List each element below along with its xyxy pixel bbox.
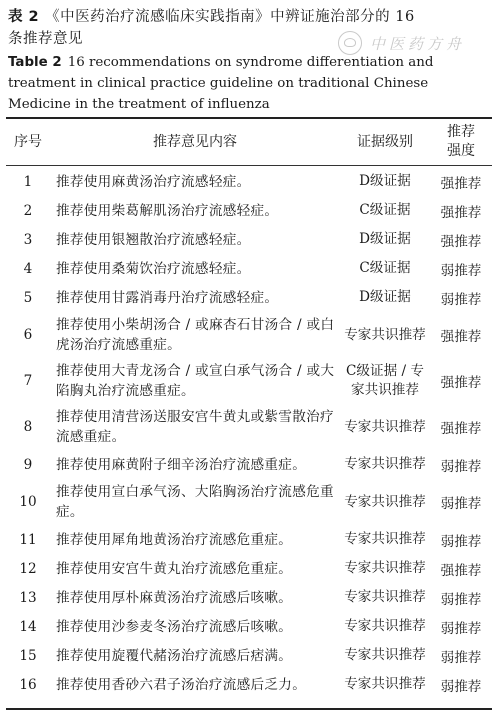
header-number: 序号 (14, 134, 42, 150)
recommendation-strength: 强推荐 (440, 329, 482, 345)
header-recommendation: 推荐意见内容 (153, 134, 237, 150)
table-row (6, 479, 492, 525)
table-row (6, 167, 492, 196)
row-number: 6 (23, 327, 33, 343)
table-row (6, 670, 492, 699)
recommendation-strength: 强推荐 (440, 562, 482, 579)
row-number: 8 (23, 419, 33, 435)
caption-text-english: 16 recommendations on syndrome differentiation and treatment in clinical practice guideline on traditional Chinese Medicine in the treatment of influenza (8, 55, 434, 112)
table-row (6, 450, 492, 479)
row-number: 7 (23, 373, 33, 389)
recommendation-strength: 弱推荐 (440, 262, 482, 279)
table-row (6, 525, 492, 554)
evidence-level: 专家共识推荐 (344, 531, 426, 547)
row-number: 14 (19, 618, 37, 635)
recommendation-strength: 强推荐 (440, 175, 482, 192)
evidence-level: C级证据 (359, 260, 411, 276)
recommendation-strength: 强推荐 (440, 375, 482, 391)
recommendation-strength: 强推荐 (440, 204, 482, 221)
recommendation-text: 推荐使用厚朴麻黄汤治疗流感后咳嗽。 (56, 589, 293, 606)
evidence-level: D级证据 (359, 173, 411, 189)
table-bottom-rule (6, 708, 492, 710)
recommendation-strength: 弱推荐 (440, 649, 482, 666)
recommendation-text: 推荐使用甘露消毒丹治疗流感轻症。 (56, 289, 279, 306)
table-row (6, 404, 492, 450)
evidence-level: 专家共识推荐 (344, 456, 426, 472)
table-row (6, 554, 492, 583)
table-row (6, 583, 492, 612)
row-number: 15 (19, 647, 37, 664)
recommendation-text: 推荐使用宣白承气汤、大陷胸汤治疗流感危重症。 (56, 484, 334, 520)
table-label-chinese: 表 2 (8, 9, 40, 25)
row-number: 9 (23, 456, 33, 473)
table-row (6, 612, 492, 641)
row-number: 13 (19, 589, 37, 606)
row-number: 10 (19, 494, 37, 510)
recommendation-strength: 弱推荐 (440, 291, 482, 308)
table-row (6, 196, 492, 225)
table-header (6, 119, 492, 165)
table-header-rule (6, 165, 492, 166)
row-number: 3 (23, 231, 33, 248)
table-caption-english (8, 52, 490, 115)
recommendation-text: 推荐使用清营汤送服安宫牛黄丸或紫雪散治疗流感重症。 (56, 409, 334, 445)
evidence-level: 专家共识推荐 (344, 493, 426, 510)
table-body (6, 167, 492, 699)
recommendation-strength: 弱推荐 (440, 620, 482, 637)
evidence-level: C级证据 / 专家共识推荐 (346, 363, 424, 398)
evidence-level: 专家共识推荐 (344, 418, 426, 435)
recommendation-strength: 弱推荐 (440, 678, 482, 695)
watermark-text: 中医药方舟 (370, 34, 466, 53)
table-row (6, 283, 492, 312)
table-row (6, 225, 492, 254)
recommendation-text: 推荐使用麻黄附子细辛汤治疗流感重症。 (56, 456, 307, 473)
evidence-level: D级证据 (359, 289, 411, 305)
recommendation-text: 推荐使用香砂六君子汤治疗流感后乏力。 (56, 676, 307, 693)
recommendation-strength: 弱推荐 (440, 496, 482, 512)
recommendation-strength: 弱推荐 (440, 591, 482, 608)
row-number: 2 (23, 202, 33, 219)
recommendation-strength: 弱推荐 (440, 458, 482, 475)
row-number: 5 (23, 289, 33, 306)
row-number: 16 (19, 676, 37, 693)
recommendation-text: 推荐使用桑菊饮治疗流感轻症。 (56, 260, 251, 277)
table-label-english: Table 2 (8, 55, 62, 70)
header-evidence-level: 证据级别 (357, 134, 413, 150)
row-number: 1 (23, 173, 33, 190)
table-row (6, 312, 492, 358)
evidence-level: D级证据 (359, 231, 411, 247)
caption-text-chinese: 《中医药治疗流感临床实践指南》中辨证施治部分的 16 条推荐意见 (8, 9, 415, 47)
header-recommendation-strength: 推荐强度 (447, 124, 475, 159)
recommendation-text: 推荐使用麻黄汤治疗流感轻症。 (56, 173, 251, 190)
evidence-level: 专家共识推荐 (344, 560, 426, 576)
row-number: 11 (19, 531, 37, 548)
recommendation-strength: 强推荐 (440, 233, 482, 250)
recommendation-strength: 强推荐 (440, 421, 482, 437)
recommendation-text: 推荐使用安宫牛黄丸治疗流感危重症。 (56, 560, 293, 577)
recommendation-text: 推荐使用沙参麦冬汤治疗流感后咳嗽。 (56, 618, 293, 635)
evidence-level: 专家共识推荐 (344, 326, 426, 343)
row-number: 12 (19, 560, 37, 577)
recommendation-strength: 弱推荐 (440, 533, 482, 550)
table-row (6, 641, 492, 670)
evidence-level: C级证据 (359, 202, 411, 218)
recommendation-text: 推荐使用银翘散治疗流感轻症。 (56, 231, 251, 248)
table-row (6, 358, 492, 404)
evidence-level: 专家共识推荐 (344, 676, 426, 692)
evidence-level: 专家共识推荐 (344, 589, 426, 605)
recommendation-text: 推荐使用柴葛解肌汤治疗流感轻症。 (56, 202, 279, 219)
recommendation-text: 推荐使用旋覆代赭汤治疗流感后痞满。 (56, 647, 293, 664)
evidence-level: 专家共识推荐 (344, 618, 426, 634)
table-row (6, 254, 492, 283)
recommendation-text: 推荐使用犀角地黄汤治疗流感危重症。 (56, 531, 293, 548)
evidence-level: 专家共识推荐 (344, 647, 426, 663)
recommendation-text: 推荐使用小柴胡汤合 / 或麻杏石甘汤合 / 或白虎汤治疗流感重症。 (56, 317, 335, 353)
recommendation-text: 推荐使用大青龙汤合 / 或宣白承气汤合 / 或大陷胸丸治疗流感重症。 (56, 363, 335, 399)
row-number: 4 (23, 260, 33, 277)
